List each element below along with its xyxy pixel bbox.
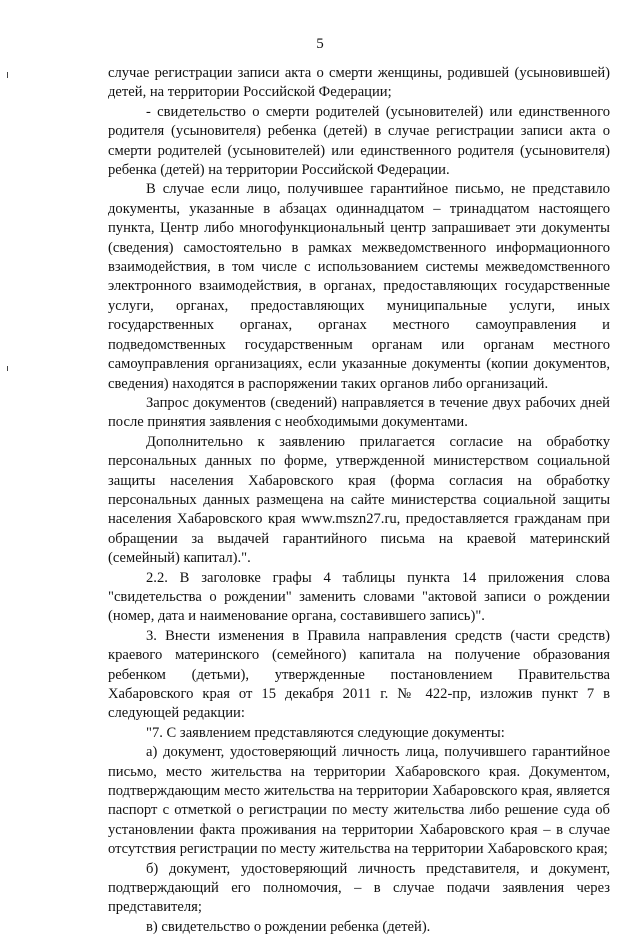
list-item-v: в) свидетельство о рождении ребенка (детей). <box>146 918 431 935</box>
list-item-a: а) документ, удостоверяющий личность лица, получившего гарантийное письмо, место жительства на территории Хабаровского края. Документом, подтверждающим место жительства на территории Хабаровского края, является паспорт с отметкой о регистрации по месту жительства либо решение суда об установлении факта проживания на территории Хабаровского края – в случае отсутствия регистрации по месту жительства на территории Хабаровского края; <box>108 744 610 858</box>
paragraph-interagency-request: В случае если лицо, получившее гарантийное письмо, не представило документы, указанные в абзацах одиннадцатом – тринадцатом настоящего пункта, Центр либо многофункциональный центр запрашивает эти документы (сведения) самостоятельно в рамках межведомственного информационного взаимодействия, в том числе с использованием системы межведомственного электронного взаимодействия, в органах, предоставляющих государственные услуги, органах, предоставляющих муниципальные услуги, иных государственных органах, органах местного самоуправления и подведомственных государственным органам или органам местного самоуправления организациях, если указанные документы (копии документов, сведения) находятся в распоряжении таких органов либо организаций. <box>108 181 610 392</box>
page-number: 5 <box>316 36 324 52</box>
paragraph-personal-data-consent: Дополнительно к заявлению прилагается согласие на обработку персональных данных по форме, утвержденной министерством социальной защиты населения Хабаровского края (форма согласия на обработку персональных данных размещена на сайте министерства социальной защиты населения Хабаровского края www.mszn27.ru, предоставляется гражданам при обращении за выдачей гарантийного письма на краевой материнский (семейный) капитал).". <box>108 433 610 567</box>
margin-mark-middle <box>7 366 8 371</box>
paragraph-item-7-intro: "7. С заявлением представляются следующие документы: <box>146 724 505 741</box>
paragraph-request-deadline: Запрос документов (сведений) направляется в течение двух рабочих дней после принятия заявления с необходимыми документами. <box>108 394 610 431</box>
paragraph-item-2-2: 2.2. В заголовке графы 4 таблицы пункта 14 приложения слова "свидетельства о рождении" заменить словами "актовой записи о рождении (номер, дата и наименование органа, составившего запись)". <box>108 569 610 625</box>
document-body <box>108 64 610 937</box>
margin-mark-top <box>7 72 8 78</box>
list-item-b: б) документ, удостоверяющий личность представителя, и документ, подтверждающий его полномочия, – в случае подачи заявления через представителя; <box>108 860 610 916</box>
paragraph-continuation: случае регистрации записи акта о смерти женщины, родившей (усыновившей) детей, на территории Российской Федерации; <box>108 65 610 101</box>
paragraph-death-certificate: - свидетельство о смерти родителей (усыновителей) или единственного родителя (усыновителя) ребенка (детей) в случае регистрации записи акта о смерти родителей (усыновителей) или единственного родителя (усыновителя) ребенка (детей) на территории Российской Федерации. <box>108 103 610 179</box>
paragraph-item-3: 3. Внести изменения в Правила направления средств (части средств) краевого материнского (семейного) капитала на получение образования ребенком (детьми), утвержденные постановлением Правительства Хабаровского края от 15 декабря 2011 г. № 422-пр, изложив пункт 7 в следующей редакции: <box>108 627 610 722</box>
